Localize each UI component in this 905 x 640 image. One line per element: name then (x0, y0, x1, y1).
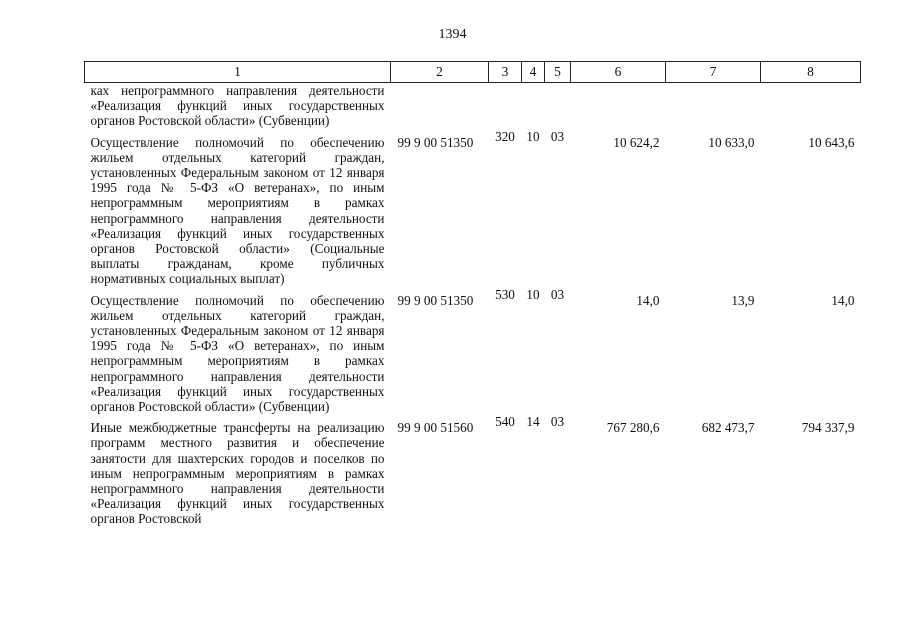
row-value-7: 682 473,7 (701, 420, 755, 436)
table-row (85, 129, 861, 287)
table-row (85, 287, 861, 415)
row-subsection: 03 (550, 414, 565, 430)
row-description: Осуществление полномочий по обеспечению жильем отдельных категорий граждан, установленных Федеральным законом от 12 января 1995 года № 5-ФЗ «О ветеранах», по иным непрограммным мероприятиям в рамках непрограммного направления деятельности «Реализация функций иных государственных органов Ростовской области» (Субвенции) (90, 292, 385, 415)
column-header-8: 8 (761, 62, 861, 83)
row-section: 10 (526, 128, 540, 144)
row-code: 99 9 00 51350 (397, 134, 474, 150)
budget-table (84, 61, 861, 527)
row-value-8: 10 643,6 (808, 134, 855, 150)
row-expense-type: 320 (495, 128, 515, 144)
column-header-1: 1 (85, 62, 391, 83)
row-section: 10 (526, 286, 540, 302)
column-header-7: 7 (666, 62, 761, 83)
row-value-8 (761, 83, 861, 129)
row-description: Иные межбюджетные трансферты на реализацию программ местного развития и обеспечение занятости для шахтерских городов и поселков по иным непрограммным мероприятиям в рамках непрограммного направления деятельности «Реализация функций иных государственных органов Ростовской (90, 420, 385, 527)
column-header-2: 2 (391, 62, 489, 83)
row-code: 99 9 00 51350 (397, 292, 474, 308)
row-value-6: 767 280,6 (606, 420, 660, 436)
row-value-8: 794 337,9 (801, 420, 855, 436)
row-description: Осуществление полномочий по обеспечению жильем отдельных категорий граждан, установленных Федеральным законом от 12 января 1995 года № 5-ФЗ «О ветеранах», по иным непрограммным мероприятиям в рамках непрограммного направления деятельности «Реализация функций иных государственных органов Ростовской области» (Социальные выплаты гражданам, кроме публичных нормативных социальных выплат) (90, 134, 385, 287)
row-value-6: 14,0 (636, 292, 660, 308)
column-header-5: 5 (545, 62, 571, 83)
row-section (522, 83, 545, 129)
column-header-6: 6 (571, 62, 666, 83)
row-expense-type (489, 83, 522, 129)
row-code (391, 83, 489, 129)
row-subsection: 03 (550, 128, 565, 144)
row-value-7: 13,9 (731, 292, 755, 308)
table-row (85, 414, 861, 526)
row-expense-type: 540 (495, 414, 515, 430)
table-row (85, 83, 861, 129)
row-value-6: 10 624,2 (613, 134, 660, 150)
column-header-3: 3 (489, 62, 522, 83)
row-subsection (545, 83, 571, 129)
page-number: 1394 (438, 27, 467, 42)
row-description: ках непрограммного направления деятельности «Реализация функций иных государственных органов Ростовской области» (Субвенции) (90, 83, 385, 129)
table-header-row (85, 62, 861, 83)
row-value-7: 10 633,0 (708, 134, 755, 150)
row-code: 99 9 00 51560 (397, 420, 474, 436)
row-section: 14 (526, 414, 540, 430)
row-expense-type: 530 (495, 286, 515, 302)
row-value-7 (666, 83, 761, 129)
column-header-4: 4 (522, 62, 545, 83)
row-value-6 (571, 83, 666, 129)
row-value-8: 14,0 (831, 292, 855, 308)
row-subsection: 03 (550, 286, 565, 302)
